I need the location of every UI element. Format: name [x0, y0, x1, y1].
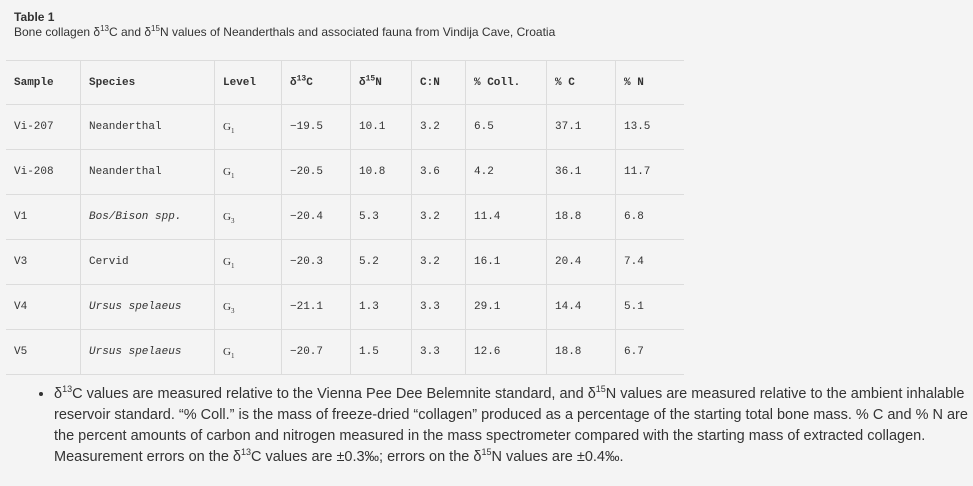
cell-percent-n: 7.4	[616, 240, 685, 285]
cell-species: Neanderthal	[81, 150, 215, 195]
cell-d13c: −20.5	[282, 150, 351, 195]
cell-percent-c: 37.1	[547, 105, 616, 150]
cell-cn: 3.2	[412, 105, 466, 150]
note-part: N values are ±0.4‰.	[491, 449, 624, 465]
desc-part: Bone collagen δ	[14, 25, 101, 39]
cell-species: Neanderthal	[81, 105, 215, 150]
header-d13c-sup: 13	[296, 73, 307, 83]
cell-coll: 12.6	[466, 330, 547, 375]
cell-cn: 3.2	[412, 240, 466, 285]
table-caption	[14, 10, 555, 40]
cell-coll: 6.5	[466, 105, 547, 150]
level-letter: G	[223, 256, 231, 268]
header-d15n-pre: δ	[359, 76, 366, 89]
cell-d15n: 5.3	[351, 195, 412, 240]
note-part: N values are measured relative to the ambient inhalable reservoir standard. “% Coll.” is the mass of freeze-dried “collagen” produced as a percentage of the starting total bone mass. % C and % N are the percent amounts of carbon and nitrogen measured in the mass spectrometer compared with the starting mass of extracted collagen. Measurement errors on the δ	[54, 386, 968, 465]
level-sub: 1	[230, 127, 235, 136]
table-description	[14, 25, 555, 40]
cell-level	[215, 195, 282, 240]
cell-coll: 11.4	[466, 195, 547, 240]
header-d13c-pre: δ	[290, 76, 297, 89]
cell-cn: 3.3	[412, 330, 466, 375]
header-row	[6, 61, 684, 105]
table-row	[6, 285, 684, 330]
cell-coll: 4.2	[466, 150, 547, 195]
cell-level	[215, 285, 282, 330]
table-row	[6, 150, 684, 195]
header-species: Species	[81, 61, 215, 105]
cell-percent-c: 14.4	[547, 285, 616, 330]
level-letter: G	[223, 166, 231, 178]
cell-sample: V3	[6, 240, 81, 285]
cell-cn: 3.3	[412, 285, 466, 330]
header-level: Level	[215, 61, 282, 105]
cell-d13c: −20.4	[282, 195, 351, 240]
cell-d13c: −20.7	[282, 330, 351, 375]
cell-species: Ursus spelaeus	[81, 285, 215, 330]
cell-sample: V4	[6, 285, 81, 330]
level-letter: G	[223, 346, 231, 358]
note-sup: 13	[62, 384, 73, 395]
cell-coll: 16.1	[466, 240, 547, 285]
cell-percent-n: 11.7	[616, 150, 685, 195]
header-d15n	[351, 61, 412, 105]
cell-d15n: 1.5	[351, 330, 412, 375]
header-sample: Sample	[6, 61, 81, 105]
level-sub: 3	[230, 307, 235, 316]
level-sub: 1	[230, 352, 235, 361]
cell-d15n: 1.3	[351, 285, 412, 330]
note-sup: 15	[481, 447, 492, 458]
cell-species: Bos/Bison spp.	[81, 195, 215, 240]
cell-species: Ursus spelaeus	[81, 330, 215, 375]
cell-species: Cervid	[81, 240, 215, 285]
desc-sup: 15	[151, 24, 160, 33]
data-table	[6, 60, 684, 375]
header-percent-c: % C	[547, 61, 616, 105]
header-cn: C:N	[412, 61, 466, 105]
table-title: Table 1	[14, 10, 55, 24]
cell-percent-c: 18.8	[547, 195, 616, 240]
cell-sample: Vi-208	[6, 150, 81, 195]
note-part: C values are ±0.3‰; errors on the δ	[251, 449, 482, 465]
level-sub: 1	[230, 262, 235, 271]
cell-percent-n: 13.5	[616, 105, 685, 150]
desc-part: C and δ	[108, 25, 152, 39]
desc-part: N values of Neanderthals and associated fauna from Vindija Cave, Croatia	[159, 25, 556, 39]
cell-level	[215, 105, 282, 150]
cell-level	[215, 150, 282, 195]
note-part: δ	[54, 386, 63, 402]
footnote-item	[54, 384, 973, 468]
header-d13c	[282, 61, 351, 105]
table-row	[6, 195, 684, 240]
level-letter: G	[223, 121, 231, 133]
header-coll: % Coll.	[466, 61, 547, 105]
cell-percent-c: 18.8	[547, 330, 616, 375]
note-sup: 13	[241, 447, 252, 458]
desc-sup: 13	[100, 24, 109, 33]
header-d15n-sup: 15	[365, 73, 376, 83]
cell-level	[215, 240, 282, 285]
cell-cn: 3.6	[412, 150, 466, 195]
note-sup: 15	[595, 384, 606, 395]
cell-cn: 3.2	[412, 195, 466, 240]
cell-d15n: 10.8	[351, 150, 412, 195]
cell-percent-n: 6.7	[616, 330, 685, 375]
cell-percent-n: 6.8	[616, 195, 685, 240]
level-sub: 3	[230, 217, 235, 226]
note-part: C values are measured relative to the Vienna Pee Dee Belemnite standard, and δ	[72, 386, 596, 402]
cell-level	[215, 330, 282, 375]
cell-d13c: −20.3	[282, 240, 351, 285]
table-row	[6, 330, 684, 375]
cell-d13c: −19.5	[282, 105, 351, 150]
header-percent-n: % N	[616, 61, 685, 105]
cell-percent-c: 20.4	[547, 240, 616, 285]
cell-d13c: −21.1	[282, 285, 351, 330]
level-letter: G	[223, 301, 231, 313]
level-letter: G	[223, 211, 231, 223]
cell-d15n: 10.1	[351, 105, 412, 150]
cell-sample: V1	[6, 195, 81, 240]
cell-percent-n: 5.1	[616, 285, 685, 330]
level-sub: 1	[230, 172, 235, 181]
table-row	[6, 240, 684, 285]
cell-sample: V5	[6, 330, 81, 375]
cell-coll: 29.1	[466, 285, 547, 330]
cell-percent-c: 36.1	[547, 150, 616, 195]
table-footnotes	[34, 384, 973, 468]
header-d15n-post: N	[375, 76, 382, 89]
cell-d15n: 5.2	[351, 240, 412, 285]
cell-sample: Vi-207	[6, 105, 81, 150]
header-d13c-post: C	[306, 76, 313, 89]
table-row	[6, 105, 684, 150]
